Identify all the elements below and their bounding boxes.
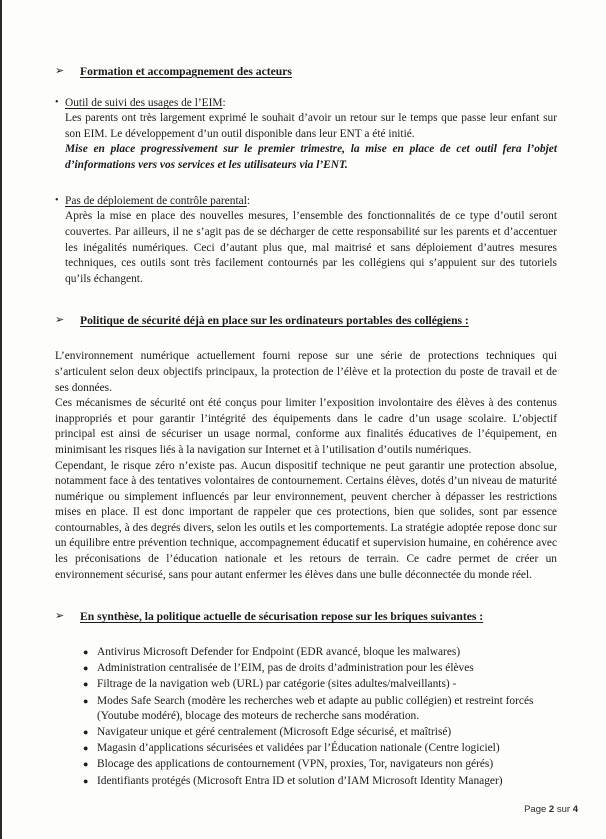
disc-bullet-icon: • (55, 195, 59, 207)
list-item (55, 694, 557, 725)
subsection-paragraph: Les parents ont très largement exprimé le souhait d’avoir un retour sur le temps que passe leur enfant sur son EIM. Le développement d’un outil disponible dans leur ENT a été initié. (65, 112, 557, 140)
list-item-label: Modes Safe Search (modère les recherches web et adapte au public collégien) et restreint forcés (Youtube modéré), blocage des moteurs de recherche sans modération. (97, 694, 534, 723)
list-item (55, 661, 557, 677)
section-heading-text: Politique de sécurité déjà en place sur les ordinateurs portables des collégiens : (80, 314, 469, 328)
list-item-label: Blocage des applications de contournement (VPN, proxies, Tor, navigateurs non gérés) (97, 758, 494, 771)
section-heading-text: En synthèse, la politique actuelle de sécurisation repose sur les briques suivantes : (80, 610, 484, 624)
subsection-title (55, 95, 557, 111)
bullet-icon: ● (83, 759, 89, 770)
footer-total-pages: 4 (572, 804, 578, 815)
subsection-title-colon: : (246, 195, 251, 208)
disc-bullet-icon: • (55, 97, 59, 108)
body-paragraph: Ces mécanismes de sécurité ont été conçus pour limiter l’exposition involontaire des élèves à des contenus inappropriés et pour garantir l’intégrité des équipements dans le cadre d’un usage scolaire. L’objectif principal est ainsi de sécuriser un usage normal, conforme aux finalités éducatives de l’équipement, en minimisant les risques liés à la navigation sur Internet et à l’utilisation d’outils numériques. (55, 397, 557, 456)
arrow-bullet-icon: ➢ (55, 609, 65, 623)
document-content (55, 64, 557, 790)
list-item-label: Filtrage de la navigation web (URL) par catégorie (sites adultes/malveillants) - (97, 678, 457, 691)
page-edge-artifact (0, 0, 2, 839)
arrow-bullet-icon: ➢ (55, 313, 65, 327)
subsection-outil-de-suivi (55, 95, 557, 173)
body-paragraph: L’environnement numérique actuellement fourni repose sur une série de protections techniques qui s’articulent selon deux objectifs principaux, la protection de l’élève et la protection du poste de travail et de ses données. (55, 350, 557, 394)
bullet-icon: ● (83, 775, 89, 786)
subsection-paragraph: Après la mise en place des nouvelles mesures, l’ensemble des fonctionnalités de ce type d’outil seront couvertes. Par ailleurs, il ne s’agit pas de se décharger de cette responsabilité sur les parents et d’accentuer les inégalités numériques. Ceci d’autant plus que, mal maitrisé et sans déploiement d’autres mesures techniques, ces outils sont très facilement contournés par les collégiens qui s’appuient sur des tutoriels qu’ils échangent. (65, 210, 557, 285)
subsection-title-text: Pas de déploiement de contrôle parental (65, 195, 247, 208)
body-paragraph: Cependant, le risque zéro n’existe pas. Aucun dispositif technique ne peut garantir une protection absolue, notamment face à des tentatives volontaires de contournement. Certains élèves, dotés d’un niveau de maturité numérique ou simplement influencés par leur environnement, peuvent chercher à dépasser les restrictions mises en place. Il est donc important de rappeler que ces protections, bien que solides, sont par essence contournables, à des degrés divers, selon les outils et les comportements. La stratégie adoptée repose donc sur un équilibre entre prévention technique, accompagnement éducatif et supervision humaine, en cohérence avec les préconisations de l’éducation nationale et les retours de terrain. Ce cadre permet de créer un environnement sécurisé, sans pour autant enfermer les élèves dans une bulle déconnectée du monde réel. (55, 459, 557, 581)
list-item-label: Administration centralisée de l’EIM, pas de droits d’administration pour les élèves (97, 662, 474, 675)
bullet-icon: ● (83, 679, 89, 690)
subsection-title-colon: : (222, 97, 226, 109)
list-item-label: Antivirus Microsoft Defender for Endpoint (EDR avancé, bloque les malwares) (97, 646, 461, 659)
section-heading-formation (55, 64, 557, 79)
subsection-controle-parental (55, 193, 557, 287)
list-item (55, 677, 557, 693)
list-item (55, 645, 557, 661)
list-item (55, 774, 557, 790)
section-heading-text: Formation et accompagnement des acteurs (80, 65, 292, 78)
subsection-title-text: Outil de suivi des usages de l’EIM (65, 97, 223, 109)
bullet-icon: ● (83, 727, 89, 738)
bullet-icon: ● (83, 647, 89, 658)
list-item (55, 725, 557, 741)
list-item-label: Navigateur unique et géré centralement (Microsoft Edge sécurisé, et maîtrisé) (97, 726, 452, 739)
list-item-label: Identifiants protégés (Microsoft Entra ID et solution d’IAM Microsoft Identity Manager) (97, 774, 503, 787)
section-heading-en-synthese (55, 609, 557, 624)
security-bricks-list (55, 645, 557, 789)
subsection-emphasis-paragraph: Mise en place progressivement sur le premier trimestre, la mise en place de cet outil fera l’objet d’informations vers vos services et les utilisateurs via l’ENT. (65, 143, 557, 171)
footer-page-label: Page (524, 804, 547, 815)
bullet-icon: ● (83, 695, 89, 706)
subsection-title (55, 193, 557, 209)
list-item (55, 757, 557, 773)
list-item (55, 741, 557, 757)
bullet-icon: ● (83, 743, 89, 754)
footer-current-page: 2 (548, 804, 555, 815)
arrow-bullet-icon: ➢ (55, 64, 65, 77)
footer-separator: sur (556, 804, 571, 815)
section-heading-politique-securite (55, 313, 557, 328)
page-footer (55, 804, 578, 815)
list-item-label: Magasin d’applications sécurisées et validées par l’Éducation nationale (Centre logiciel) (97, 742, 500, 755)
bullet-icon: ● (83, 663, 89, 674)
